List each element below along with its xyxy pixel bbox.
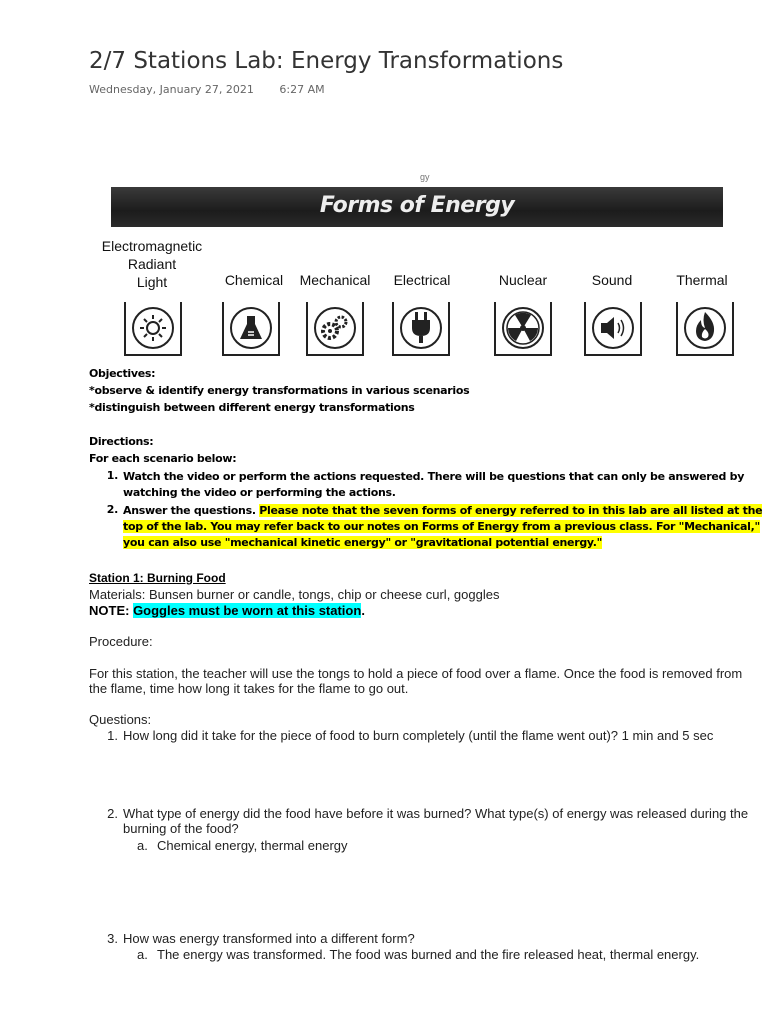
form-label-line: Thermal — [676, 272, 728, 288]
plug-icon — [392, 300, 450, 356]
form-electromagnetic — [96, 237, 208, 291]
answer-text: Chemical energy, thermal energy — [157, 838, 348, 853]
procedure-text: For this station, the teacher will use the tongs to hold a piece of food over a flame. Once the food is removed from the flame, time how long it takes for the flame to go out. — [89, 666, 743, 696]
list-number: 1. — [107, 728, 118, 743]
gears-icon — [306, 300, 364, 356]
form-label-line: Chemical — [224, 272, 284, 288]
form-label-line: Light — [136, 274, 168, 290]
form-label-line: Radiant — [127, 256, 177, 272]
form-nuclear — [488, 271, 558, 289]
radiation-icon — [494, 300, 552, 356]
form-electrical — [386, 271, 458, 289]
direction-text: Watch the video or perform the actions requested. There will be questions that can only be answered by watching the video or performing the actions. — [123, 470, 745, 499]
sun-icon — [124, 300, 182, 356]
station1-materials: Materials: Bunsen burner or candle, tongs, chip or cheese curl, goggles — [89, 587, 500, 602]
question-text: How was energy transformed into a different form? — [123, 931, 415, 946]
list-number: 2. — [107, 806, 118, 821]
answer-text: The energy was transformed. The food was burned and the fire released heat, thermal energy. — [157, 947, 700, 962]
list-number: 3. — [107, 931, 118, 946]
form-label-line: Sound — [591, 272, 633, 288]
form-mechanical — [294, 271, 376, 289]
banner-title: Forms of Energy — [319, 193, 515, 218]
direction-text — [123, 503, 763, 551]
station1-note — [89, 603, 365, 618]
objectives-heading: Objectives: — [89, 367, 156, 380]
procedure-heading: Procedure: — [89, 634, 153, 649]
note-end: . — [361, 603, 365, 618]
question-text: How long did it take for the piece of food to burn completely (until the flame went out)? 1 min and 5 sec — [123, 728, 714, 743]
page-meta — [89, 83, 347, 96]
list-number: 2. — [106, 503, 118, 516]
note-label: NOTE: — [89, 603, 134, 618]
note-highlight: Goggles must be worn at this station — [133, 603, 362, 618]
objective-item: *observe & identify energy transformations in various scenarios — [89, 384, 470, 397]
form-label-line: Electrical — [393, 272, 451, 288]
questions-heading: Questions: — [89, 712, 152, 727]
form-thermal — [670, 271, 734, 289]
form-label-line: Mechanical — [299, 272, 371, 288]
form-chemical — [218, 271, 290, 289]
list-letter: a. — [137, 947, 148, 962]
objective-item: *distinguish between different energy transformations — [89, 401, 415, 414]
directions-intro: For each scenario below: — [89, 452, 237, 465]
question-text: What type of energy did the food have before it was burned? What type(s) of energy was released during the burning of the food? — [123, 806, 749, 836]
forms-banner — [111, 187, 723, 227]
speaker-icon — [584, 300, 642, 356]
page-date: Wednesday, January 27, 2021 — [89, 83, 254, 96]
banner-ghost-text: gy — [420, 172, 430, 182]
flask-icon — [222, 300, 280, 356]
flame-icon — [676, 300, 734, 356]
page-time: 6:27 AM — [279, 83, 325, 96]
form-label-line: Nuclear — [498, 272, 548, 288]
form-sound — [580, 271, 644, 289]
direction-text-plain: Answer the questions. — [123, 504, 260, 517]
form-label-line: Electromagnetic — [101, 238, 203, 254]
list-letter: a. — [137, 838, 148, 853]
list-number: 1. — [106, 469, 118, 482]
station1-heading: Station 1: Burning Food — [89, 571, 226, 585]
directions-heading: Directions: — [89, 435, 154, 448]
direction-highlight: Please note that the seven forms of energy referred to in this lab are all listed at the top of the lab. You may refer back to our notes on Forms of Energy from a previous class. For "Mechanical," you can also use "mechanical kinetic energy" or "gravitational potential energy." — [123, 504, 763, 549]
page-title: 2/7 Stations Lab: Energy Transformations — [89, 48, 564, 74]
